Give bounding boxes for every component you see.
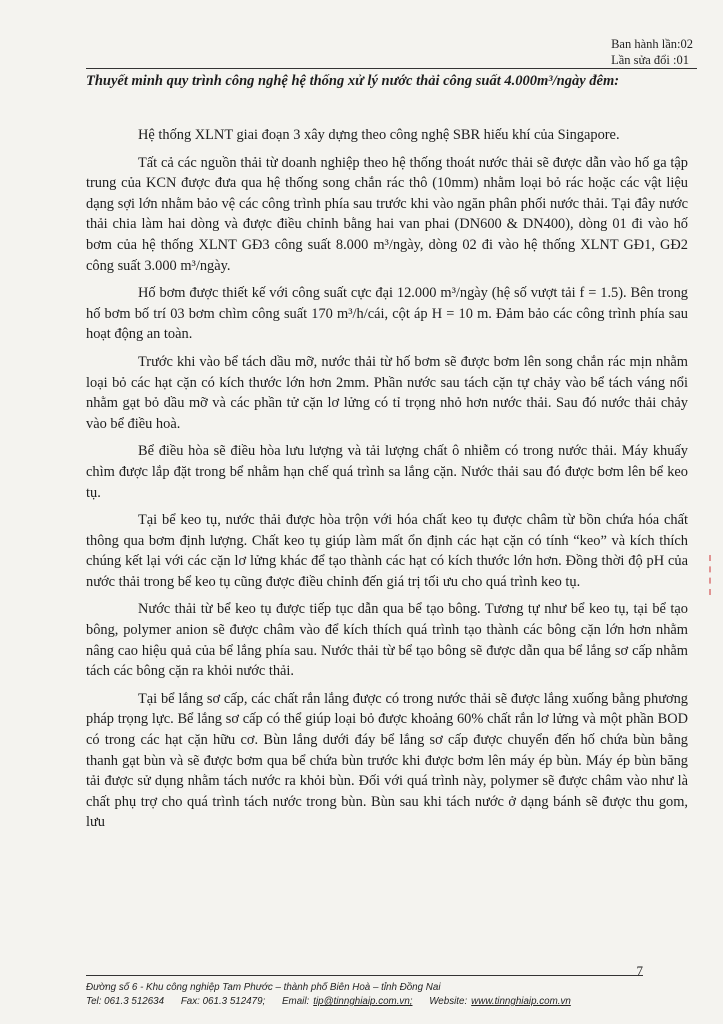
- header-divider: [86, 68, 697, 69]
- paragraph: Tại bể keo tụ, nước thải được hòa trộn với hóa chất keo tụ được châm từ bồn chứa hóa chất thông qua bơm định lượng. Chất keo tụ giúp làm mất ổn định các hạt cặn có tính “keo” và kích thích chúng kết lại với các cặn lơ lửng khác để tạo thành các hạt có kích thước lớn hơn. Đồng thời độ pH của nước thải trong bể keo tụ cũng được điều chỉnh đến giá trị tối ưu cho quá trình keo tụ.: [86, 512, 688, 590]
- document-control-info: [611, 36, 693, 68]
- paragraph: Tất cả các nguồn thải từ doanh nghiệp theo hệ thống thoát nước thải sẽ được dẫn vào hố ga tập trung của KCN được đưa qua hệ thống song chắn rác thô (10mm) nhằm loại bỏ rác hoặc các vật liệu dạng sợi lớn nhằm bảo vệ các công trình phía sau trước khi vào ngăn phân phối nước thải. Tại đây nước thải chia làm hai dòng và được điều chỉnh bằng hai van phai (DN600 & DN400), dòng 01 đi vào hố bơm của hệ thống XLNT GĐ3 công suất 8.000 m³/ngày, dòng 02 đi vào hệ thống XLNT GĐ1, GĐ2 công suất 3.000 m³/ngày.: [86, 154, 688, 274]
- page-footer: [86, 981, 686, 1009]
- document-body: [86, 125, 688, 840]
- paragraph: Hệ thống XLNT giai đoạn 3 xây dựng theo công nghệ SBR hiếu khí của Singapore.: [138, 127, 620, 143]
- footer-address: Đường số 6 - Khu công nghiệp Tam Phước – thành phố Biên Hoà – tỉnh Đồng Nai: [86, 982, 441, 993]
- paragraph: Tại bể lắng sơ cấp, các chất rắn lắng được có trong nước thải sẽ được lắng xuống bằng phương pháp trọng lực. Bể lắng sơ cấp có thể giúp loại bỏ được khoảng 60% chất rắn lơ lửng và một phần BOD có trong các hạt cặn hữu cơ. Bùn lắng dưới đáy bể lắng sơ cấp được chuyển đến hố chứa bùn bằng thanh gạt bùn và sẽ được bơm qua bể chứa bùn trước khi được bơm lên máy ép bùn. Máy ép bùn băng tải được sử dụng nhằm tách nước ra khỏi bùn. Đối với quá trình này, polymer sẽ được châm vào như là chất phụ trợ cho quá trình tách nước trong bùn. Bùn sau khi tách nước ở dạng bánh sẽ được thu gom, lưu: [86, 690, 688, 831]
- footer-website-label: Website:: [429, 996, 468, 1007]
- section-title: Thuyết minh quy trình công nghệ hệ thống xử lý nước thải công suất 4.000m³/ngày đêm:: [86, 73, 620, 89]
- page-number: 7: [636, 963, 643, 978]
- paragraph: Trước khi vào bể tách dầu mỡ, nước thải từ hố bơm sẽ được bơm lên song chắn rác mịn nhằm loại bỏ các hạt cặn có kích thước lớn hơn 2mm. Phần nước sau tách cặn tự chảy vào bể tách váng nổi nhằm gạt bỏ dầu mỡ và các phần tử cặn lơ lửng có tỉ trọng nhỏ hơn nước thải. Sau đó nước thải chảy vào bể điều hoà.: [86, 353, 688, 432]
- margin-mark: [709, 555, 717, 595]
- footer-email-link[interactable]: tip@tinnghiaip.com.vn;: [313, 996, 413, 1007]
- footer-divider: [86, 975, 643, 976]
- revision-number: Lần sửa đổi :01: [611, 53, 690, 67]
- footer-contact: [86, 995, 686, 1009]
- footer-email-group: [282, 996, 413, 1007]
- paragraph: Nước thải từ bể keo tụ được tiếp tục dẫn qua bể tạo bông. Tương tự như bể keo tụ, tại bể tạo bông, polymer anion sẽ được châm vào để kích thích quá trình tạo thành các bông cặn lớn hơn nhằm nâng cao hiệu quả của bể lắng phía sau. Nước thải từ bể tạo bông sẽ được dẫn qua bể lắng sơ cấp nhằm tách các bông cặn ra khỏi nước thải.: [86, 601, 688, 680]
- footer-website-link[interactable]: www.tinnghiaip.com.vn: [471, 996, 571, 1007]
- footer-tel: Tel: 061.3 512634: [86, 996, 165, 1007]
- footer-email-label: Email:: [282, 996, 310, 1007]
- issue-number: Ban hành lần:02: [611, 37, 693, 51]
- paragraph: Hố bơm được thiết kế với công suất cực đại 12.000 m³/ngày (hệ số vượt tải f = 1.5). Bên trong hố bơm bố trí 03 bơm chìm công suất 170 m³/h/cái, cột áp H = 10 m. Đảm bảo các công trình phía sau hoạt động an toàn.: [86, 285, 688, 343]
- footer-fax: Fax: 061.3 512479;: [180, 996, 266, 1007]
- footer-website-group: [429, 996, 571, 1007]
- paragraph: Bể điều hòa sẽ điều hòa lưu lượng và tải lượng chất ô nhiễm có trong nước thải. Máy khuấy chìm được lắp đặt trong bể nhằm hạn chế quá trình sa lắng cặn. Nước thải sau đó được bơm lên bể keo tụ.: [86, 443, 688, 501]
